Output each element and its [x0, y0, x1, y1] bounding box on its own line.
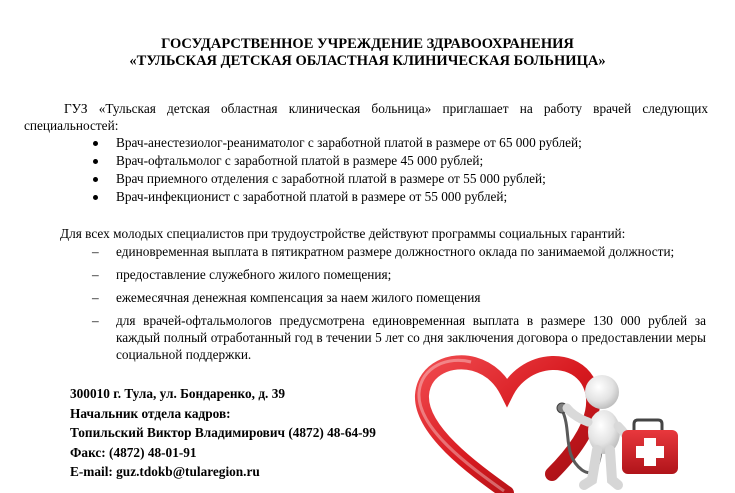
hr-person: Топильский Виктор Владимирович (4872) 48-64-99: [70, 425, 376, 440]
guarantee-text: единовременная выплата в пятикратном размере должностного оклада по занимаемой должности;: [116, 244, 675, 259]
guarantee-text: предоставление служебного жилого помещения;: [116, 267, 392, 282]
intro-paragraph: ГУЗ «Тульская детская областная клиническая больница» приглашает на работу врачей следующих специальностей:: [24, 101, 708, 133]
list-item: [0, 170, 735, 188]
bullet-icon: [93, 177, 98, 182]
list-item: [0, 266, 706, 283]
vacancy-text: Врач-инфекционист с заработной платой в размере от 55 000 рублей;: [116, 189, 508, 204]
dash-icon: –: [92, 244, 99, 259]
contacts-block: [70, 384, 376, 482]
dash-icon: –: [92, 290, 99, 305]
email: E-mail: guz.tdokb@tularegion.ru: [70, 464, 260, 479]
guarantee-text: для врачей-офтальмологов предусмотрена единовременная выплата в размере 130 000 рублей за каждый полный отработанный год в течении 5 лет со дня заключения договора о предоставлении меры социальной поддержки.: [116, 313, 706, 362]
vacancy-text: Врач-анестезиолог-реаниматолог с заработной платой в размере от 65 000 рублей;: [116, 135, 582, 150]
address: 300010 г. Тула, ул. Бондаренко, д. 39: [70, 386, 285, 401]
bullet-icon: [93, 141, 98, 146]
bullet-icon: [93, 195, 98, 200]
guarantees-intro: Для всех молодых специалистов при трудоустройстве действуют программы социальных гарантий:: [60, 226, 626, 241]
first-aid-case-icon: [622, 420, 678, 474]
list-item: [0, 243, 706, 260]
org-title-line2: «ТУЛЬСКАЯ ДЕТСКАЯ ОБЛАСТНАЯ КЛИНИЧЕСКАЯ БОЛЬНИЦА»: [129, 53, 606, 69]
list-item: [0, 188, 735, 206]
list-item: [0, 289, 706, 306]
list-item: [0, 134, 735, 152]
dash-icon: –: [92, 313, 99, 328]
guarantee-text: ежемесячная денежная компенсация за наем жилого помещения: [116, 290, 481, 305]
dash-icon: –: [92, 267, 99, 282]
list-item: [0, 152, 735, 170]
hr-title: Начальник отдела кадров:: [70, 405, 231, 421]
fax: Факс: (4872) 48-01-91: [70, 444, 197, 460]
heart-doctor-illustration: [412, 350, 712, 493]
org-title-line1: ГОСУДАРСТВЕННОЕ УЧРЕЖДЕНИЕ ЗДРАВООХРАНЕНИЯ: [161, 36, 574, 52]
bullet-icon: [93, 159, 98, 164]
vacancy-text: Врач-офтальмолог с заработной платой в размере 45 000 рублей;: [116, 153, 484, 168]
vacancy-text: Врач приемного отделения с заработной платой в размере от 55 000 рублей;: [116, 171, 546, 186]
vacancy-list: [0, 134, 735, 206]
